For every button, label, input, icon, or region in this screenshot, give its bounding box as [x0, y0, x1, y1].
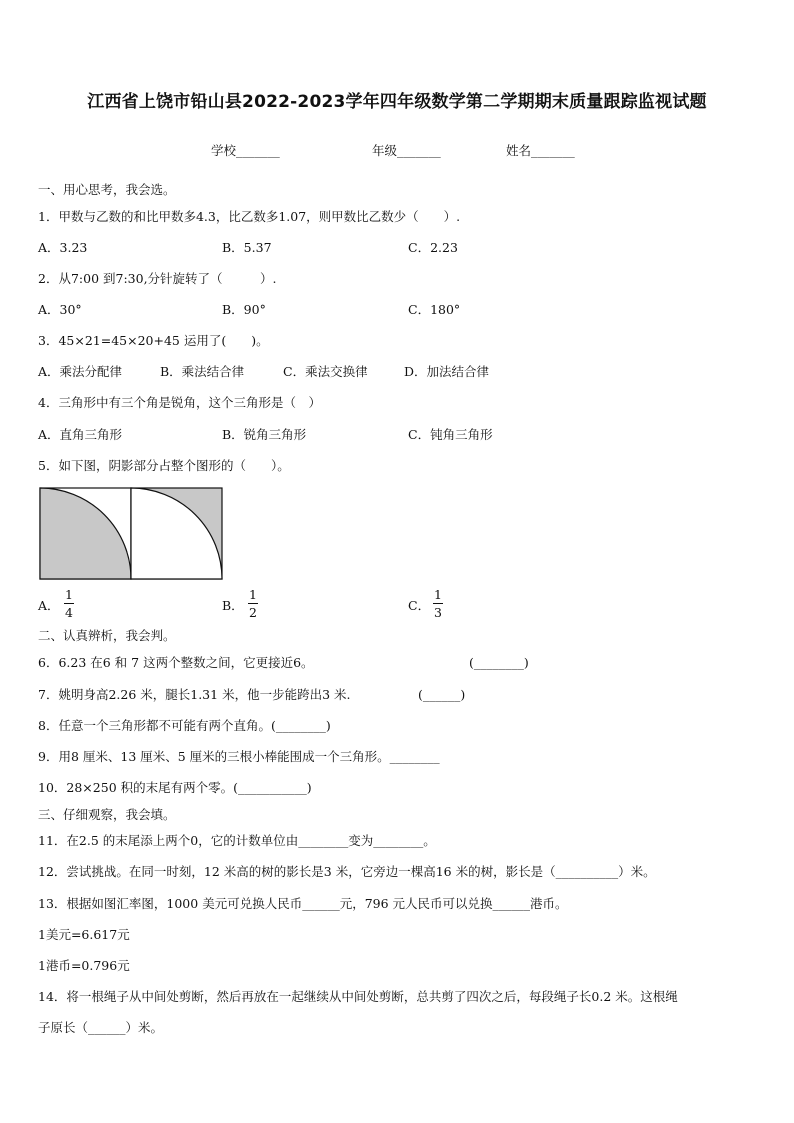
numerator: 1 — [249, 587, 257, 602]
q5-option-b-fraction — [248, 588, 258, 619]
q1-option-c[interactable]: C．2.23 — [408, 240, 458, 255]
q5-option-b-label[interactable]: B． — [222, 598, 244, 613]
question-5: 5．如下图，阴影部分占整个图形的（ ）。 — [38, 458, 290, 473]
numerator: 1 — [65, 587, 73, 602]
denominator: 3 — [434, 605, 442, 620]
question-13: 13．根据如图汇率图，1000 美元可兑换人民币______元，796 元人民币可以兑换______港币。 — [38, 896, 568, 911]
page-title: 江西省上饶市铅山县2022-2023学年四年级数学第二学期期末质量跟踪监视试题 — [87, 92, 707, 112]
fraction-bar — [64, 603, 74, 604]
q2-option-a[interactable]: A．30° — [38, 302, 82, 317]
numerator: 1 — [434, 587, 442, 602]
q3-option-a[interactable]: A．乘法分配律 — [38, 364, 123, 379]
section-1-heading: 一、用心思考，我会选。 — [38, 182, 176, 197]
fraction-bar — [433, 603, 443, 604]
q3-option-d[interactable]: D．加法结合律 — [404, 364, 490, 379]
question-8: 8．任意一个三角形都不可能有两个直角。(________) — [38, 718, 331, 733]
q5-option-a-label[interactable]: A． — [38, 598, 60, 613]
question-10: 10．28×250 积的末尾有两个零。(___________) — [38, 780, 312, 795]
question-7: 7．姚明身高2.26 米，腿长1.31 米，他一步能跨出3 米. — [38, 687, 351, 702]
grade-field[interactable]: 年级_______ — [372, 143, 441, 158]
question-14-line-2: 子原长（______）米。 — [38, 1020, 164, 1035]
q2-option-c[interactable]: C．180° — [408, 302, 461, 317]
q5-option-a-fraction — [64, 588, 74, 619]
question-14-line-1: 14．将一根绳子从中间处剪断，然后再放在一起继续从中间处剪断，总共剪了四次之后，每段绳子长0.2 米。这根绳 — [38, 989, 678, 1004]
shaded-quarter-circle-figure — [39, 487, 225, 581]
q7-answer-blank[interactable]: (______) — [418, 687, 466, 702]
question-6: 6．6.23 在6 和 7 这两个整数之间，它更接近6。 — [38, 655, 314, 670]
question-9: 9．用8 厘米、13 厘米、5 厘米的三根小棒能围成一个三角形。________ — [38, 749, 440, 764]
question-12: 12．尝试挑战。在同一时刻，12 米高的树的影长是3 米，它旁边一棵高16 米的树，影长是（__________）米。 — [38, 864, 656, 879]
q2-option-b[interactable]: B．90° — [222, 302, 266, 317]
question-4: 4．三角形中有三个角是锐角，这个三角形是（ ） — [38, 395, 321, 410]
question-2: 2．从7:00 到7:30,分针旋转了（ ）. — [38, 271, 277, 286]
name-field[interactable]: 姓名_______ — [506, 143, 575, 158]
q1-option-a[interactable]: A．3.23 — [38, 240, 88, 255]
denominator: 2 — [249, 605, 257, 620]
section-2-heading: 二、认真辨析，我会判。 — [38, 628, 176, 643]
exchange-rate-hkd: 1港币=0.796元 — [38, 958, 130, 973]
q4-option-a[interactable]: A．直角三角形 — [38, 427, 123, 442]
q4-option-c[interactable]: C．钝角三角形 — [408, 427, 493, 442]
q3-option-b[interactable]: B．乘法结合律 — [160, 364, 245, 379]
q3-option-c[interactable]: C．乘法交换律 — [283, 364, 368, 379]
denominator: 4 — [65, 605, 73, 620]
question-1: 1．甲数与乙数的和比甲数多4.3，比乙数多1.07，则甲数比乙数少（ ）. — [38, 209, 461, 224]
q1-option-b[interactable]: B．5.37 — [222, 240, 272, 255]
question-11: 11．在2.5 的末尾添上两个0，它的计数单位由________变为________。 — [38, 833, 436, 848]
q5-option-c-label[interactable]: C． — [408, 598, 431, 613]
fraction-bar — [248, 603, 258, 604]
exchange-rate-usd: 1美元=6.617元 — [38, 927, 130, 942]
section-3-heading: 三、仔细观察，我会填。 — [38, 807, 176, 822]
question-3: 3．45×21=45×20+45 运用了( )。 — [38, 333, 269, 348]
q5-option-c-fraction — [433, 588, 443, 619]
school-field[interactable]: 学校_______ — [211, 143, 280, 158]
q4-option-b[interactable]: B．锐角三角形 — [222, 427, 307, 442]
q6-answer-blank[interactable]: (________) — [469, 655, 529, 670]
